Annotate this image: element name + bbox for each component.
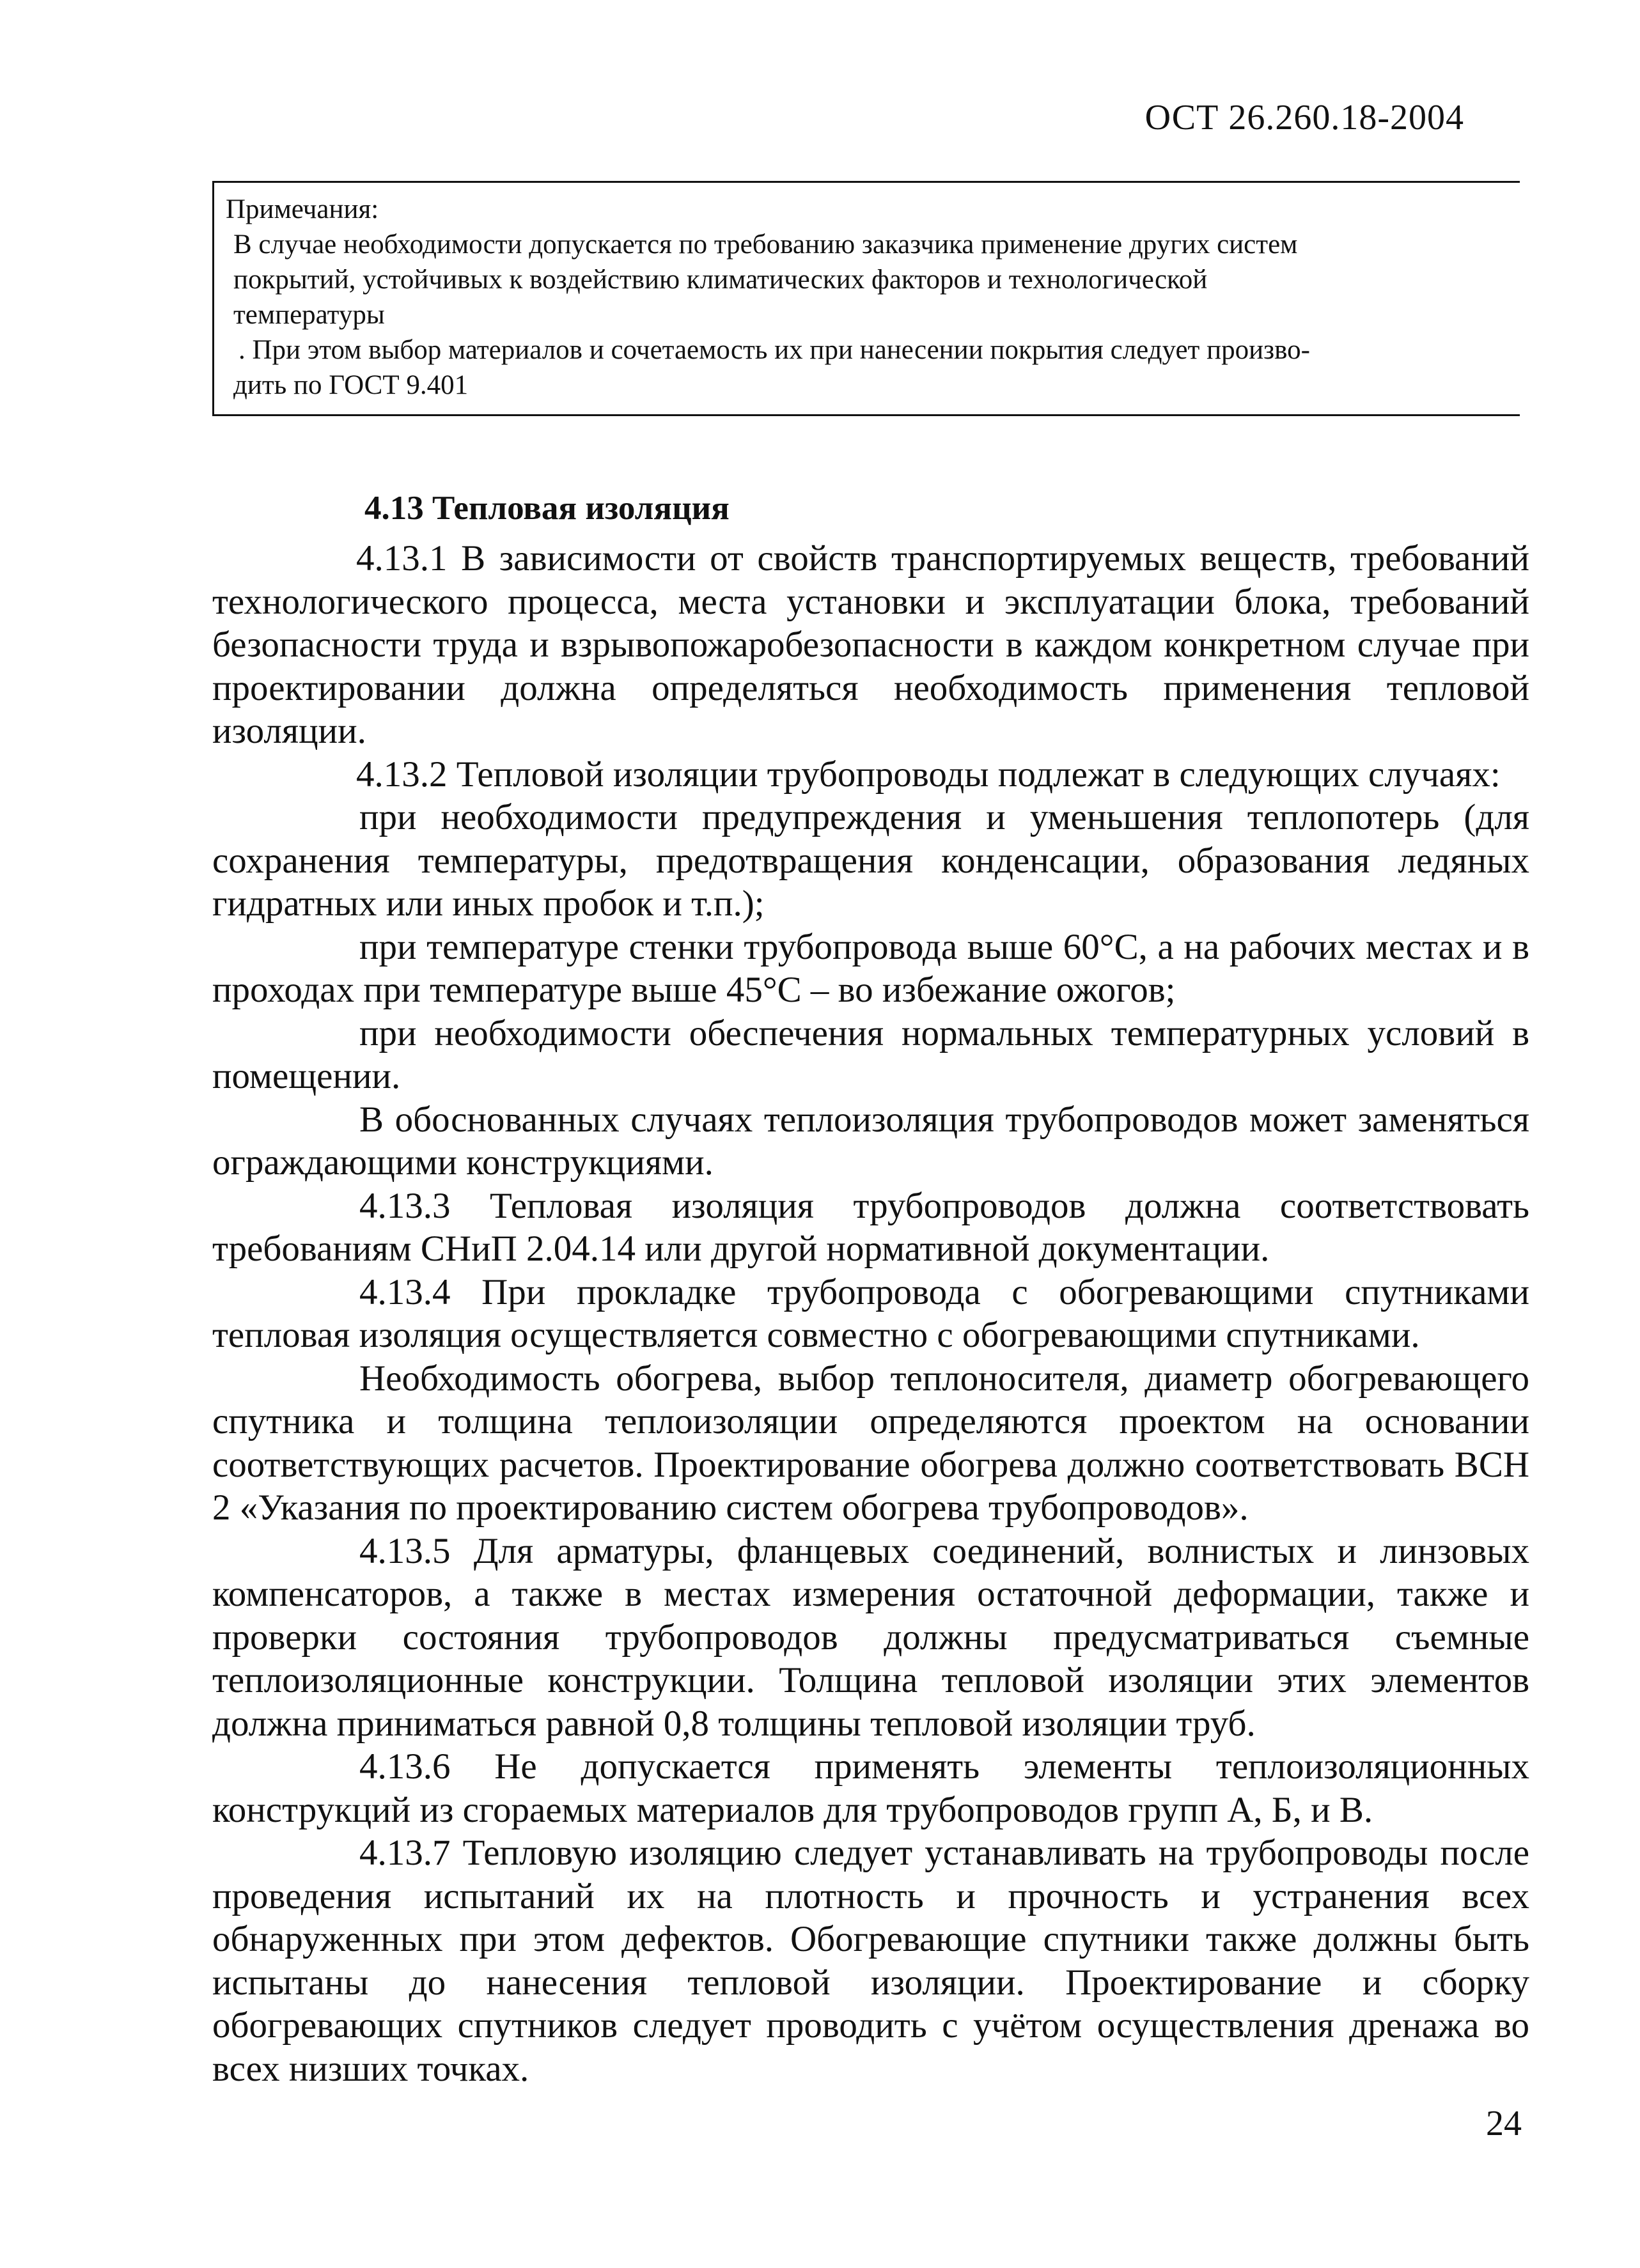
notes-box (212, 181, 1520, 416)
notes-line: . При этом выбор материалов и сочетаемость их при нанесении покрытия следует произво- (238, 335, 1310, 365)
paragraph: 4.13.4 При прокладке трубопровода с обогревающими спутниками тепловая изоляция осуществляется совместно с обогревающими спутниками. (212, 1271, 1529, 1355)
paragraph: при необходимости обеспечения нормальных температурных условий в помещении. (212, 1013, 1529, 1096)
paragraph: 4.13.6 Не допускается применять элементы теплоизоляционных конструкций из сгораемых материалов для трубопроводов групп А, Б, и В. (212, 1746, 1529, 1830)
paragraph: при необходимости предупреждения и уменьшения теплопотерь (для сохранения температуры, предотвращения конденсации, образования ледяных гидратных или иных пробок и т.п.); (212, 797, 1529, 924)
paragraph: 4.13.3 Тепловая изоляция трубопроводов должна соответствовать требованиям СНиП 2.04.14 или другой нормативной документации. (212, 1185, 1529, 1269)
section-body (212, 537, 1529, 2090)
page-number: 24 (1486, 2104, 1522, 2143)
section-title: 4.13 Тепловая изоляция (364, 490, 730, 527)
paragraph: Необходимость обогрева, выбор теплоносителя, диаметр обогревающего спутника и толщина теплоизоляции определяются проектом на основании соответствующих расчетов. Проектирование обогрева должно соответствовать ВСН 2 «Указания по проектированию систем обогрева трубопроводов». (212, 1358, 1529, 1528)
notes-line: дить по ГОСТ 9.401 (233, 370, 469, 400)
document-code: ОСТ 26.260.18-2004 (1144, 98, 1464, 137)
paragraph: при температуре стенки трубопровода выше 60°С, а на рабочих местах и в проходах при температуре выше 45°С – во избежание ожогов; (212, 926, 1529, 1010)
paragraph: 4.13.1 В зависимости от свойств транспортируемых веществ, требований технологического процесса, места установки и эксплуатации блока, требований безопасности труда и взрывопожаробезопасности в каждом конкретном случае при проектировании должна определяться необходимость применения тепловой изоляции. (212, 538, 1529, 751)
notes-line: температуры (233, 300, 385, 330)
paragraph: 4.13.5 Для арматуры, фланцевых соединений, волнистых и линзовых компенсаторов, а также в местах измерения остаточной деформации, также и проверки состояния трубопроводов должны предусматриваться съемные теплоизоляционные конструкции. Толщина тепловой изоляции этих элементов должна приниматься равной 0,8 толщины тепловой изоляции труб. (212, 1530, 1529, 1744)
notes-line: покрытий, устойчивых к воздействию климатических факторов и технологической (233, 265, 1208, 295)
notes-line: В случае необходимости допускается по требованию заказчика применение других систем (233, 229, 1298, 260)
notes-title: Примечания: (226, 194, 379, 224)
paragraph: 4.13.7 Тепловую изоляцию следует устанавливать на трубопроводы после проведения испытаний их на плотность и прочность и устранения всех обнаруженных при этом дефектов. Обогревающие спутники также должны быть испытаны до нанесения тепловой изоляции. Проектирование и сборку обогревающих спутников следует проводить с учётом осуществления дренажа во всех низших точках. (212, 1833, 1529, 2089)
paragraph: В обоснованных случаях теплоизоляция трубопроводов может заменяться ограждающими конструкциями. (212, 1099, 1529, 1183)
paragraph: 4.13.2 Тепловой изоляции трубопроводы подлежат в следующих случаях: (356, 754, 1501, 795)
